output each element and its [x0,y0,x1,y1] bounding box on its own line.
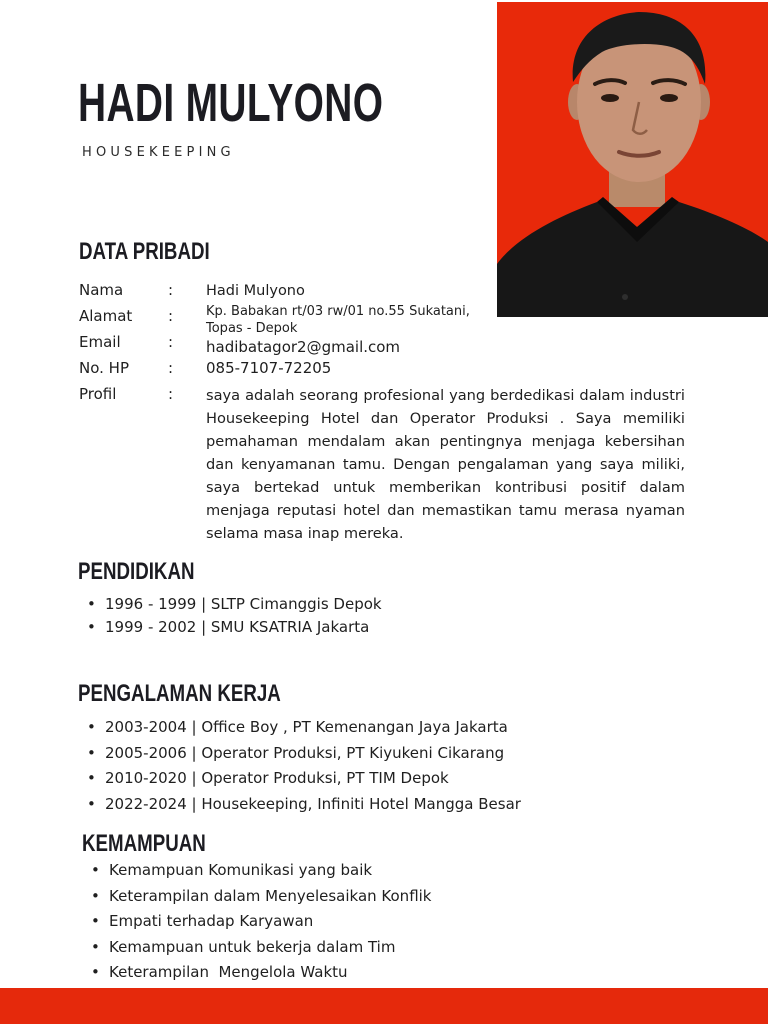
footer-accent-bar [0,988,768,1024]
list-item [80,768,521,794]
experience-item: 2005-2006 | Operator Produksi, PT Kiyukeni Cikarang [105,743,505,762]
colon: : [168,281,174,299]
bullet: • [91,912,100,930]
list-item [80,743,521,769]
value-address-line-2: Topas - Depok [206,321,298,336]
bullet: • [87,769,96,787]
label-name: Nama [79,281,124,299]
list-item [84,911,432,937]
bullet: • [91,886,100,905]
list-item [80,594,382,617]
value-address-line-1: Kp. Babakan rt/03 rw/01 no.55 Sukatani, [206,304,470,319]
portrait-image [497,2,768,317]
section-heading-personal-data: DATA PRIBADI [79,238,210,265]
skill-item: Keterampilan Mengelola Waktu [109,963,348,981]
skills-list [84,860,432,988]
skill-item: Keterampilan dalam Menyelesaikan Konflik [109,886,432,905]
label-address: Alamat [79,307,133,325]
value-name: Hadi Mulyono [206,283,305,299]
list-item [80,794,521,820]
label-email: Email [79,333,121,351]
skill-item: Kemampuan Komunikasi yang baik [109,861,373,879]
skill-item: Kemampuan untuk bekerja dalam Tim [109,937,396,956]
bullet: • [91,937,100,956]
bullet: • [87,718,96,736]
experience-list [80,717,521,819]
education-item: 1996 - 1999 | SLTP Cimanggis Depok [105,595,382,613]
section-heading-education: PENDIDIKAN [78,558,195,585]
bullet: • [87,794,96,813]
label-profile: Profil [79,385,117,403]
bullet: • [87,743,96,762]
skill-item: Empati terhadap Karyawan [109,912,314,930]
list-item [80,717,521,743]
bullet: • [91,963,100,981]
candidate-name: HADI MULYONO [78,73,384,133]
section-heading-work-experience: PENGALAMAN KERJA [78,680,281,707]
bullet: • [87,618,96,636]
list-item [84,937,432,963]
bullet: • [91,861,100,879]
value-email: hadibatagor2@gmail.com [206,338,401,356]
list-item [84,860,432,886]
value-phone: 085-7107-72205 [206,359,332,377]
education-list [80,594,382,640]
profile-summary: saya adalah seorang profesional yang berdedikasi dalam industri Housekeeping Hotel dan Operator Produksi . Saya memiliki pemahaman mendalam akan pentingnya menjaga kebersihan dan kenyamanan tamu. Dengan pengalaman yang saya miliki, saya bertekad untuk memberikan kontribusi positif dalam menjaga reputasi hotel dan memastikan tamu merasa nyaman selama masa inap mereka. [206,387,685,542]
colon: : [168,359,174,377]
bullet: • [87,595,96,613]
section-heading-skills: KEMAMPUAN [82,830,206,857]
job-title: HOUSEKEEPING [82,145,235,160]
list-item [84,886,432,912]
label-phone: No. HP [79,359,129,377]
list-item [80,617,382,640]
experience-item: 2010-2020 | Operator Produksi, PT TIM Depok [105,769,449,787]
experience-item: 2022-2024 | Housekeeping, Infiniti Hotel Mangga Besar [105,794,521,813]
education-item: 1999 - 2002 | SMU KSATRIA Jakarta [105,618,370,636]
colon: : [168,307,174,325]
list-item [84,962,432,988]
colon: : [168,385,174,403]
colon: : [168,333,174,351]
experience-item: 2003-2004 | Office Boy , PT Kemenangan Jaya Jakarta [105,718,508,736]
profile-photo [497,2,768,317]
